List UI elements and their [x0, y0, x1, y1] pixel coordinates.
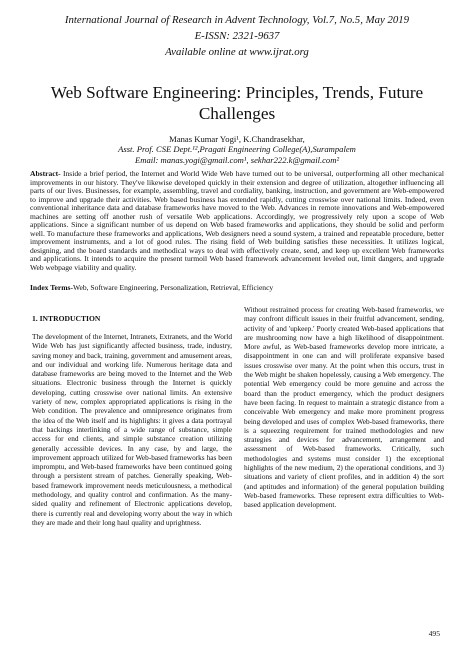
index-terms [30, 283, 444, 292]
abstract-text: Inside a brief period, the Internet and World Wide Web have turned out to be universal, outperforming all other mechanical improvements in our history. They've likewise developed quickly in their extension and degree of utilization, altogether influencing all parts of our lives. Businesses, for example, assembling, travel and cordiality, banking, instruction, and government are Web-empowered to improve and upgrade their activities. Web based business has extended rapidly, cutting crosswise over national limits. Indeed, even conventional inheritance data and database frameworks have moved to the Web. Advances in remote innovations and Web-empowered machines are setting off another rush of versatile Web applications. Accordingly, we progressively rely upon a scope of Web applications. Since a significant number of us depend on Web based frameworks and applications, they should be solid and perform well. To manufacture these frameworks and applications, Web designers need a sound system, a trained and repeatable procedure, better improvement instruments, and a lot of good rules. The rising field of Web building satisfies these necessities. It utilizes logical, designing, and the board standards and methodical ways to deal with effectively create, send, and keep up excellent Web frameworks and applications. It intends to acquire the present turmoil Web based framework advancement leveled out, limit dangers, and upgrade Web webpage viability and quality. [30, 169, 444, 272]
index-terms-label: Index Terms- [30, 283, 73, 292]
introduction-right-text: Without restrained process for creating Web-based frameworks, we may confront difficult issues in their fruitful advancement, sending, activity of and 'upkeep.' Poorly created Web-based applications that are mushrooming now have a high likelihood of disappointment. More awful, as Web-based frameworks develop more intricate, a disappointment in one can and will proliferate expansive based issues crosswise over many. At the point when this occurs, trust in the Web might be shaken hopelessly, causing a Web emergency. The potential Web emergency could be more genuine and across the board than the product emergency, which the product designers have been facing. In request to maintain a strategic distance from a conceivable Web emergency and make more prominent progress being developed and uses of complex Web-based frameworks, there is a squeezing requirement for trained methodologies and new strategies and devices for advancement, arrangement and assessment of Web-based frameworks. Critically, such methodologies and systems must consider 1) the exceptional highlights of the new medium, 2) the operational conditions, and 3) situations and variety of client profiles, and in addition 4) the sort (and aptitudes and information) of the general population building Web-based frameworks. These represent extra difficulties to Web-based application development. [244, 305, 444, 510]
page-number: 495 [428, 629, 440, 638]
available-online-line: Available online at www.ijrat.org [165, 46, 309, 58]
section-heading-introduction: 1. INTRODUCTION [32, 314, 101, 323]
authors-line: Manas Kumar Yogi¹, K.Chandrasekhar, [169, 134, 305, 144]
issn-line: E-ISSN: 2321-9637 [194, 30, 280, 42]
abstract-label: Abstract- [30, 169, 61, 178]
left-column [32, 314, 232, 527]
email-line: Email: manas.yogi@gmail.com¹, sekhar222.k@gmail.com² [134, 154, 340, 165]
author-block [0, 134, 474, 165]
abstract [30, 170, 444, 272]
right-column [244, 305, 444, 510]
journal-header: International Journal of Research in Advent Technology, Vol.7, No.5, May 2019 [64, 14, 410, 26]
paper-title: Web Software Engineering: Principles, Trends, Future Challenges [50, 83, 424, 123]
index-terms-text: Web, Software Engineering, Personalization, Retrieval, Efficiency [72, 283, 274, 292]
introduction-left-text: The development of the Internet, Intranets, Extranets, and the World Wide Web has just significantly affected business, trade, industry, saving money and back, training, government and amusement areas, and our individual and working life. Numerous heritage data and database frameworks are being moved to the Internet and the Web situations. Electronic business through the Internet is quickly developing, cutting crosswise over national limits. An extensive variety of new, complex appropriated applications is rising in the Web condition. The prevalence and omnipresence originates from the idea of the Web itself and its highlights: it gives a data portrayal that backings interlinking of a wide range of substance, simple access for end clients, and simple substance creation utilizing generally accessible devices. In any case, by and large, the improvement approach utilized for Web-based frameworks has been impromptu, and Web-based frameworks have been continued going through a persistent stream of patches. Generally speaking, Web-based framework improvement needs meticulousness, a methodical methodology, and quality control and confirmation. As the many-sided quality and refinement of Electronic applications develop, there is currently real and developing worry about the way in which they are made and their long haul quality and uprightness. [32, 332, 232, 527]
affiliation-line: Asst. Prof. CSE Dept.¹²,Pragati Engineering College(A),Surampalem [118, 144, 356, 155]
